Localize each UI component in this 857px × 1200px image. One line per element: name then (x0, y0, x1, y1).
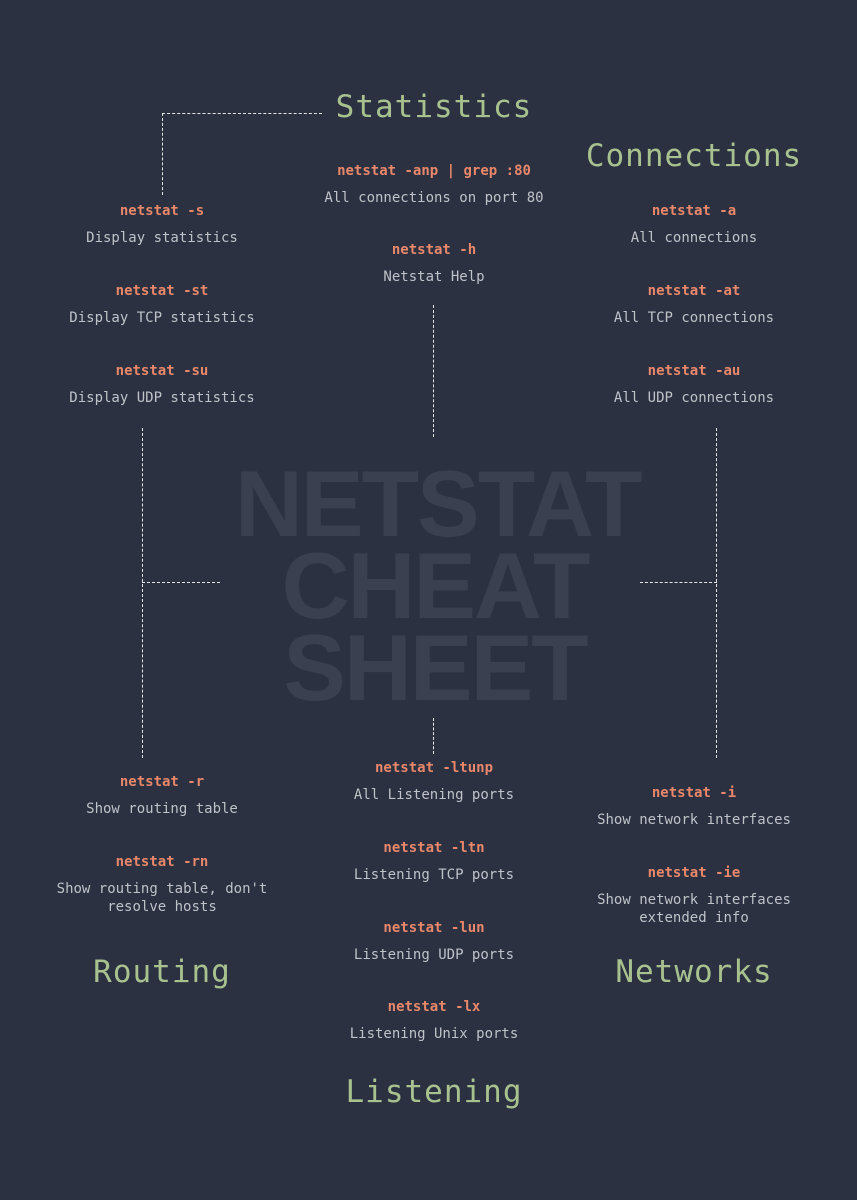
routing-cmd-rn: netstat -rn (115, 854, 209, 870)
center-connector-lower (433, 718, 434, 754)
routing-desc-rn-line-1: Show routing table, don't (56, 881, 268, 897)
routing-desc-rn (57, 880, 268, 916)
networks-desc-ie-line-2: extended info (639, 910, 749, 926)
statistics-cmd-st: netstat -st (115, 283, 209, 299)
heading-statistics: Statistics (335, 89, 533, 125)
listening-cmd-ltn: netstat -ltn (383, 840, 485, 856)
center-desc-help: Netstat Help (383, 269, 485, 285)
listening-cmd-lx: netstat -lx (387, 999, 481, 1015)
connections-cmd-at: netstat -at (647, 283, 741, 299)
routing-desc-rn-line-2: resolve hosts (107, 899, 217, 915)
networks-cmd-i: netstat -i (651, 785, 737, 801)
heading-listening: Listening (345, 1074, 523, 1110)
heading-connections: Connections (585, 138, 803, 174)
center-connector-upper (433, 305, 434, 437)
connections-cmd-au: netstat -au (647, 363, 741, 379)
listening-desc-lx: Listening Unix ports (349, 1026, 519, 1042)
statistics-connector-vertical (162, 113, 163, 195)
connections-cmd-a: netstat -a (651, 203, 737, 219)
listening-desc-lun: Listening UDP ports (353, 947, 515, 963)
networks-cmd-ie: netstat -ie (647, 865, 741, 881)
networks-desc-i: Show network interfaces (597, 812, 791, 828)
listening-desc-ltn: Listening TCP ports (353, 867, 515, 883)
connections-desc-a: All connections (630, 230, 758, 246)
listening-cmd-ltunp: netstat -ltunp (374, 760, 494, 776)
watermark-line-3: SHEET (283, 615, 587, 720)
center-cmd-help: netstat -h (391, 242, 477, 258)
heading-routing: Routing (93, 954, 231, 990)
listening-cmd-lun: netstat -lun (383, 920, 485, 936)
statistics-cmd-su: netstat -su (115, 363, 209, 379)
right-bracket-horizontal (640, 582, 717, 583)
statistics-connector-horizontal (162, 113, 322, 114)
center-cmd-anp-grep: netstat -anp | grep :80 (337, 163, 531, 179)
statistics-desc-st: Display TCP statistics (69, 310, 255, 326)
right-bracket-vertical (716, 428, 717, 758)
watermark-line-2: CHEAT (281, 533, 589, 638)
routing-cmd-r: netstat -r (119, 774, 205, 790)
listening-desc-ltunp: All Listening ports (353, 787, 515, 803)
connections-desc-at: All TCP connections (613, 310, 775, 326)
routing-desc-r: Show routing table (86, 801, 238, 817)
networks-desc-ie-line-1: Show network interfaces (597, 892, 791, 908)
statistics-desc-su: Display UDP statistics (69, 390, 255, 406)
watermark-title (235, 451, 641, 720)
center-desc-anp-grep: All connections on port 80 (324, 190, 544, 206)
networks-desc-ie (597, 891, 791, 927)
heading-networks: Networks (615, 954, 773, 990)
connections-desc-au: All UDP connections (613, 390, 775, 406)
statistics-desc-s: Display statistics (86, 230, 238, 246)
left-bracket-horizontal (142, 582, 220, 583)
left-bracket-vertical (142, 428, 143, 758)
watermark-line-1: NETSTAT (235, 451, 641, 556)
statistics-cmd-s: netstat -s (119, 203, 205, 219)
